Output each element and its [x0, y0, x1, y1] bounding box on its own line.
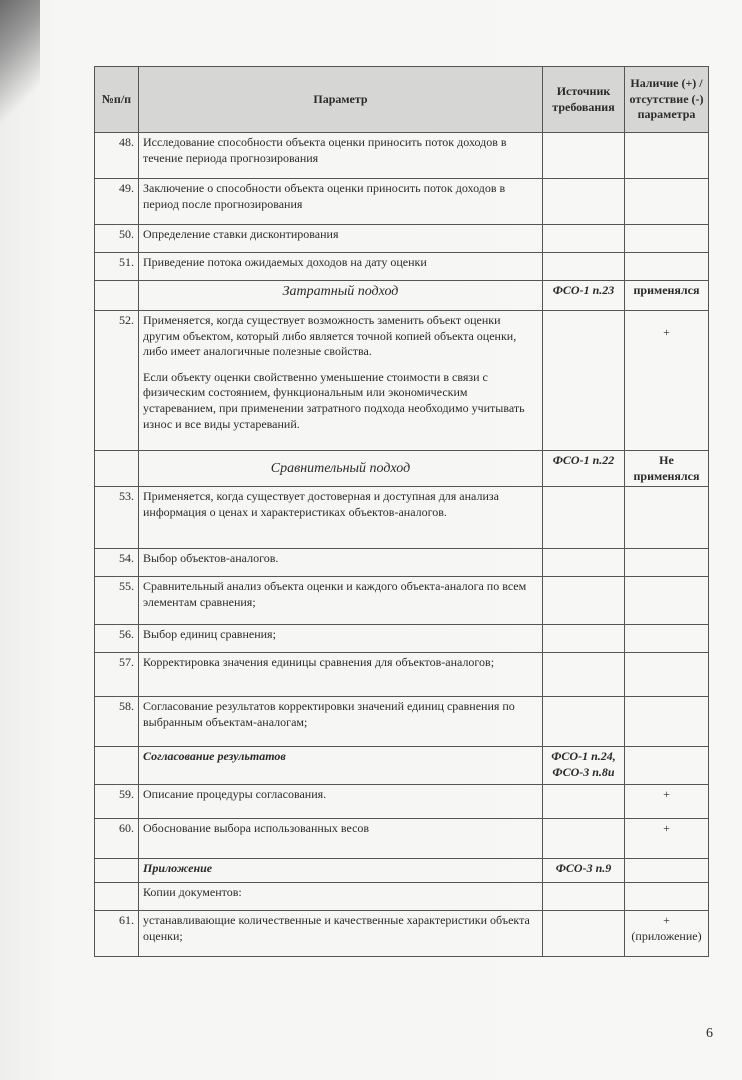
table-row: [95, 133, 709, 179]
section-row-cost-approach: [95, 281, 709, 311]
row-number: 60.: [95, 819, 139, 859]
row-number: 57.: [95, 653, 139, 697]
row-number: 53.: [95, 487, 139, 549]
paragraph: Если объекту оценки свойственно уменьшение стоимости в связи с физическим состоянием, функциональным или экономическим устареванием, при применении затратного подхода необходимо учитывать износ и все виды устареваний.: [143, 369, 525, 431]
section-row-appendix: [95, 859, 709, 883]
section-row-results-agreement: [95, 747, 709, 785]
row-parameter: Определение ставки дисконтирования: [139, 225, 543, 253]
header-presence: Наличие (+) /отсутствие (-) параметра: [625, 67, 709, 133]
row-parameter: Описание процедуры согласования.: [139, 785, 543, 819]
table-row: [95, 653, 709, 697]
section-source: ФСО-1 п.24, ФСО-3 п.8и: [543, 747, 625, 785]
row-presence: +: [625, 785, 709, 819]
section-title: Приложение: [139, 859, 543, 883]
table-row: [95, 911, 709, 957]
row-parameter: Приведение потока ожидаемых доходов на дату оценки: [139, 253, 543, 281]
row-parameter: Выбор объектов-аналогов.: [139, 549, 543, 577]
section-title: Согласование результатов: [139, 747, 543, 785]
row-number: 49.: [95, 179, 139, 225]
table-row: [95, 697, 709, 747]
section-title: Сравнительный подход: [139, 451, 543, 487]
row-parameter: Заключение о способности объекта оценки приносить поток доходов в период после прогнозирования: [139, 179, 543, 225]
row-parameter: Копии документов:: [139, 883, 543, 911]
table-row: [95, 225, 709, 253]
row-presence: +: [625, 819, 709, 859]
row-parameter: [139, 311, 543, 451]
row-parameter: Сравнительный анализ объекта оценки и каждого объекта-аналога по всем элементам сравнения;: [139, 577, 543, 625]
row-parameter: Корректировка значения единицы сравнения для объектов-аналогов;: [139, 653, 543, 697]
row-parameter: Выбор единиц сравнения;: [139, 625, 543, 653]
page-number: 6: [706, 1026, 713, 1041]
header-num: №п/п: [95, 67, 139, 133]
table-row: [95, 549, 709, 577]
presence-note: (приложение): [631, 928, 702, 943]
header-source: Источник требования: [543, 67, 625, 133]
section-title: Затратный подход: [139, 281, 543, 311]
table-row: [95, 311, 709, 451]
row-number: 48.: [95, 133, 139, 179]
table-row: [95, 785, 709, 819]
table-row: [95, 179, 709, 225]
section-row-comparative-approach: [95, 451, 709, 487]
scan-edge-shadow: [0, 0, 40, 140]
row-number: 54.: [95, 549, 139, 577]
row-number: 55.: [95, 577, 139, 625]
row-number: 61.: [95, 911, 139, 957]
section-presence: применялся: [625, 281, 709, 311]
row-parameter: Применяется, когда существует достоверная и доступная для анализа информация о ценах и характеристиках объектов-аналогов.: [139, 487, 543, 549]
section-source: ФСО-1 п.23: [543, 281, 625, 311]
table-row: [95, 577, 709, 625]
section-source: ФСО-1 п.22: [543, 451, 625, 487]
row-number: 58.: [95, 697, 139, 747]
row-presence: +: [625, 311, 709, 451]
header-param: Параметр: [139, 67, 543, 133]
section-presence: Не применялся: [625, 451, 709, 487]
table-row: [95, 819, 709, 859]
table-row: [95, 487, 709, 549]
row-parameter: Обоснование выбора использованных весов: [139, 819, 543, 859]
requirements-table: [94, 66, 709, 957]
row-number: 51.: [95, 253, 139, 281]
row-parameter: устанавливающие количественные и качественные характеристики объекта оценки;: [139, 911, 543, 957]
row-number: 50.: [95, 225, 139, 253]
table-header-row: [95, 67, 709, 133]
row-number: 52.: [95, 311, 139, 451]
table-row: [95, 883, 709, 911]
row-number: 56.: [95, 625, 139, 653]
row-parameter: Согласование результатов корректировки значений единиц сравнения по выбранным объектам-аналогам;: [139, 697, 543, 747]
row-parameter: Исследование способности объекта оценки приносить поток доходов в течение периода прогнозирования: [139, 133, 543, 179]
paragraph: Применяется, когда существует возможность заменить объект оценки другим объектом, который либо является точной копией объекта оценки, либо имеет аналогичные полезные свойства.: [143, 313, 517, 359]
presence-mark: +: [663, 913, 670, 928]
row-presence: [625, 911, 709, 957]
row-number: 59.: [95, 785, 139, 819]
section-source: ФСО-3 п.9: [543, 859, 625, 883]
table-row: [95, 253, 709, 281]
table-row: [95, 625, 709, 653]
